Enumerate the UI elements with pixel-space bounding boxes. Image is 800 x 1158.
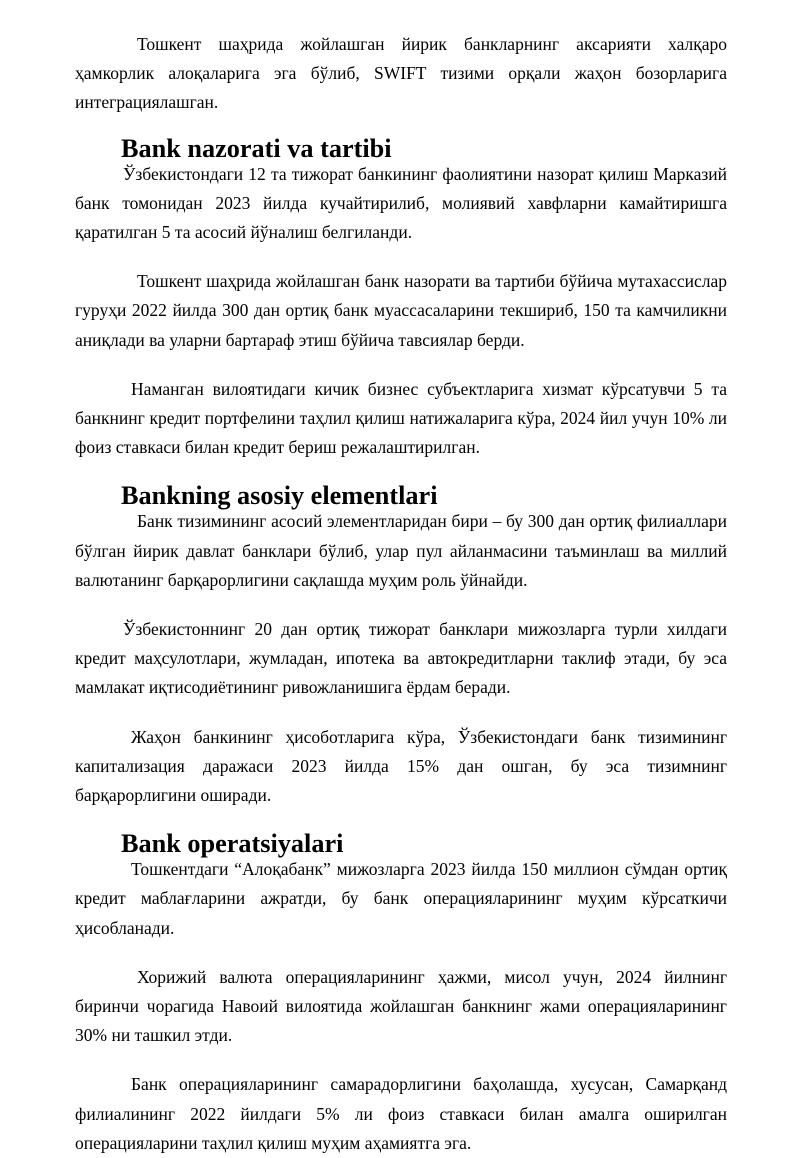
paragraph-state-banks-branches: Банк тизимининг асосий элементларидан бири – бу 300 дан ортиқ филиаллари бўлган йирик давлат банклари бўлиб, улар пул айланмасини таъминлаш ва миллий валютанинг барқарорлигини сақлашда муҳим роль ўйнайди. — [75, 511, 727, 590]
paragraph-tashkent-expert-group: Тошкент шаҳрида жойлашган банк назорати ва тартиби бўйича мутахассислар гуруҳи 2022 йилда 300 дан ортиқ банк муассасаларини текшириб, 150 та камчиликни аниқлади ва уларни бартараф этиш бўйича тавсиялар берди. — [75, 271, 727, 350]
paragraph-samarkand-branch-efficiency: Банк операцияларининг самарадорлигини баҳолашда, хусусан, Самарқанд филиалининг 2022 йилдаги 5% ли фоиз ставкаси билан амалга оширилган операцияларини таҳлил қилиш муҳим аҳамиятга эга. — [75, 1074, 727, 1153]
document-page — [75, 30, 727, 1158]
paragraph-namangan-credit-portfolio: Наманган вилоятидаги кичик бизнес субъектларига хизмат кўрсатувчи 5 та банкнинг кредит портфелини таҳлил қилиш натижаларига кўра, 2024 йил учун 10% ли фоиз ставкаси билан кредит бериш режалаштирилган. — [75, 378, 727, 458]
section-heading-bank-elements: Bankning asosiy elementlari — [121, 481, 438, 511]
paragraph-swift-integration: Тошкент шаҳрида жойлашган йирик банкларнинг аксарияти халқаро ҳамкорлик алоқаларига эга бўлиб, SWIFT тизими орқали жаҳон бозорларига интеграциялашган. — [75, 34, 727, 113]
paragraph-central-bank-supervision: Ўзбекистондаги 12 та тижорат банкининг фаолиятини назорат қилиш Марказий банк томонидан 2023 йилда кучайтирилиб, молиявий хавфларни камайтиришга қаратилган 5 та асосий йўналиш белгиланди. — [75, 163, 727, 243]
paragraph-world-bank-capitalization: Жаҳон банкининг ҳисоботларига кўра, Ўзбекистондаги банк тизимининг капитализация даражаси 2023 йилда 15% дан ошган, бу эса тизимнинг барқарорлигини оширади. — [75, 726, 727, 806]
section-heading-bank-operations: Bank operatsiyalari — [121, 829, 344, 859]
section-heading-bank-supervision: Bank nazorati va tartibi — [121, 133, 392, 163]
paragraph-foreign-currency-operations: Хорижий валюта операцияларининг ҳажми, мисол учун, 2024 йилнинг биринчи чорагида Навоий вилоятида жойлашган банкнинг жами операцияларининг 30% ни ташкил этди. — [75, 966, 727, 1046]
paragraph-commercial-banks-credit: Ўзбекистоннинг 20 дан ортиқ тижорат банклари мижозларга турли хилдаги кредит маҳсулотлари, жумладан, ипотека ва автокредитларни таклиф этади, бу эса мамлакат иқтисодиётининг ривожланишига ёрдам беради. — [75, 619, 727, 698]
paragraph-aloqabank-credit: Тошкентдаги “Алоқабанк” мижозларга 2023 йилда 150 миллион сўмдан ортиқ кредит маблағларини ажратди, бу банк операцияларининг муҳим кўрсаткичи ҳисобланади. — [75, 859, 727, 938]
